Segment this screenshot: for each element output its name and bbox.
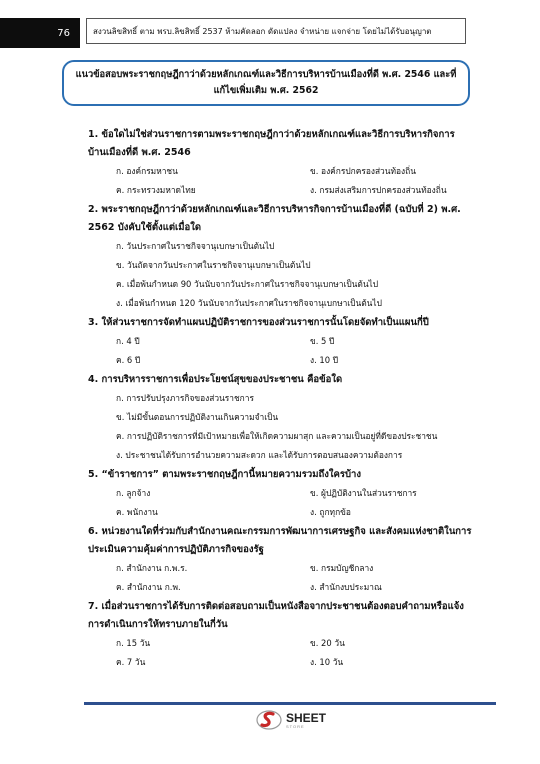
question-1: [88, 126, 488, 200]
question-text: 6. หน่วยงานใดที่ร่วมกับสำนักงานคณะกรรมการพัฒนาการเศรษฐกิจ และสังคมแห่งชาติในการ: [88, 526, 472, 537]
question-text: 1. ข้อใดไม่ใช่ส่วนราชการตามพระราชกฤษฎีกาว่าด้วยหลักเกณฑ์และวิธีการบริหารกิจการ: [88, 129, 455, 140]
question-text: ประเมินความคุ้มค่าการปฏิบัติภารกิจของรัฐ: [88, 544, 264, 555]
answer-option: ง. 10 วัน: [310, 657, 344, 667]
answer-option: ค. การปฏิบัติราชการที่มีเป้าหมายเพื่อให้เกิดความผาสุก และความเป็นอยู่ที่ดีของประชาชน: [116, 431, 438, 441]
answer-option: ง. ประชาชนได้รับการอำนวยความสะดวก และได้รับการตอบสนองความต้องการ: [116, 450, 403, 460]
question-text: 4. การบริหารราชการเพื่อประโยชน์สุขของประชาชน คือข้อใด: [88, 374, 343, 385]
page-number: 76: [0, 18, 80, 48]
question-text: 2562 บังคับใช้ตั้งแต่เมื่อใด: [88, 222, 202, 233]
copyright-notice: สงวนลิขสิทธิ์ ตาม พรบ.ลิขสิทธิ์ 2537 ห้ามคัดลอก ดัดแปลง จำหน่าย แจกจ่าย โดยไม่ได้รับอนุญาต: [86, 18, 466, 44]
answer-option: ข. วันถัดจากวันประกาศในราชกิจจานุเบกษาเป็นต้นไป: [116, 260, 311, 270]
logo-subtitle: STORE: [286, 723, 305, 729]
exam-title-line2: แก้ไขเพิ่มเติม พ.ศ. 2562: [213, 85, 319, 96]
exam-title-line1: แนวข้อสอบพระราชกฤษฎีกาว่าด้วยหลักเกณฑ์และวิธีการบริหารบ้านเมืองที่ดี พ.ศ. 2546 และที่: [75, 68, 457, 80]
logo-wordmark: SHEET: [286, 710, 327, 725]
answer-option: ก. การปรับปรุงภารกิจของส่วนราชการ: [116, 393, 254, 403]
answer-option: ข. กรมบัญชีกลาง: [310, 563, 374, 573]
question-5: [88, 466, 488, 522]
answer-option: ง. ถูกทุกข้อ: [310, 507, 351, 517]
question-text: 3. ให้ส่วนราชการจัดทำแผนปฏิบัติราชการของส่วนราชการนั้นโดยจัดทำเป็นแผนกี่ปี: [88, 317, 429, 328]
sheet-store-logo: [256, 709, 326, 731]
answer-option: ข. ไม่มีขั้นตอนการปฏิบัติงานเกินความจำเป็น: [116, 412, 279, 422]
question-text: การดำเนินการให้ทราบภายในกี่วัน: [88, 619, 228, 630]
answer-option: ค. สำนักงาน ก.พ.: [116, 582, 181, 592]
question-text: 5. “ข้าราชการ” ตามพระราชกฤษฎีกานี้หมายความรวมถึงใครบ้าง: [88, 469, 361, 480]
answer-option: ค. พนักงาน: [116, 507, 158, 517]
answer-option: ก. 4 ปี: [116, 336, 140, 346]
exam-title-box: [62, 60, 470, 106]
question-2: [88, 201, 488, 313]
answer-option: ข. 5 ปี: [310, 336, 335, 346]
question-text: บ้านเมืองที่ดี พ.ศ. 2546: [88, 147, 191, 158]
answer-option: ก. 15 วัน: [116, 638, 151, 648]
answer-option: ค. 7 วัน: [116, 657, 146, 667]
footer-divider: [84, 702, 496, 705]
answer-option: ง. 10 ปี: [310, 355, 339, 365]
answer-option: ก. องค์กรมหาชน: [116, 166, 178, 176]
answer-option: ค. กระทรวงมหาดไทย: [116, 185, 196, 195]
answer-option: ข. องค์กรปกครองส่วนท้องถิ่น: [310, 166, 416, 176]
question-4: [88, 371, 488, 465]
answer-option: ข. ผู้ปฏิบัติงานในส่วนราชการ: [310, 488, 417, 498]
answer-option: ง. สำนักงบประมาณ: [310, 582, 382, 592]
answer-option: ก. วันประกาศในราชกิจจานุเบกษาเป็นต้นไป: [116, 241, 275, 251]
question-text: 7. เมื่อส่วนราชการได้รับการติดต่อสอบถามเป็นหนังสือจากประชาชนต้องตอบคำถามหรือแจ้ง: [88, 601, 464, 612]
answer-option: ง. กรมส่งเสริมการปกครองส่วนท้องถิ่น: [310, 185, 447, 195]
question-6: [88, 523, 488, 597]
answer-option: ค. 6 ปี: [116, 355, 141, 365]
question-text: 2. พระราชกฤษฎีกาว่าด้วยหลักเกณฑ์และวิธีการบริหารกิจการบ้านเมืองที่ดี (ฉบับที่ 2) พ.ศ.: [88, 204, 461, 215]
question-7: [88, 598, 488, 672]
answer-option: ข. 20 วัน: [310, 638, 345, 648]
answer-option: ก. สำนักงาน ก.พ.ร.: [116, 563, 188, 573]
answer-option: ค. เมื่อพ้นกำหนด 90 วันนับจากวันประกาศในราชกิจจานุเบกษาเป็นต้นไป: [116, 279, 379, 289]
question-list: [88, 126, 488, 673]
question-3: [88, 314, 488, 370]
answer-option: ก. ลูกจ้าง: [116, 488, 151, 498]
answer-option: ง. เมื่อพ้นกำหนด 120 วันนับจากวันประกาศในราชกิจจานุเบกษาเป็นต้นไป: [116, 298, 382, 308]
sheet-logo-icon: [256, 709, 282, 731]
